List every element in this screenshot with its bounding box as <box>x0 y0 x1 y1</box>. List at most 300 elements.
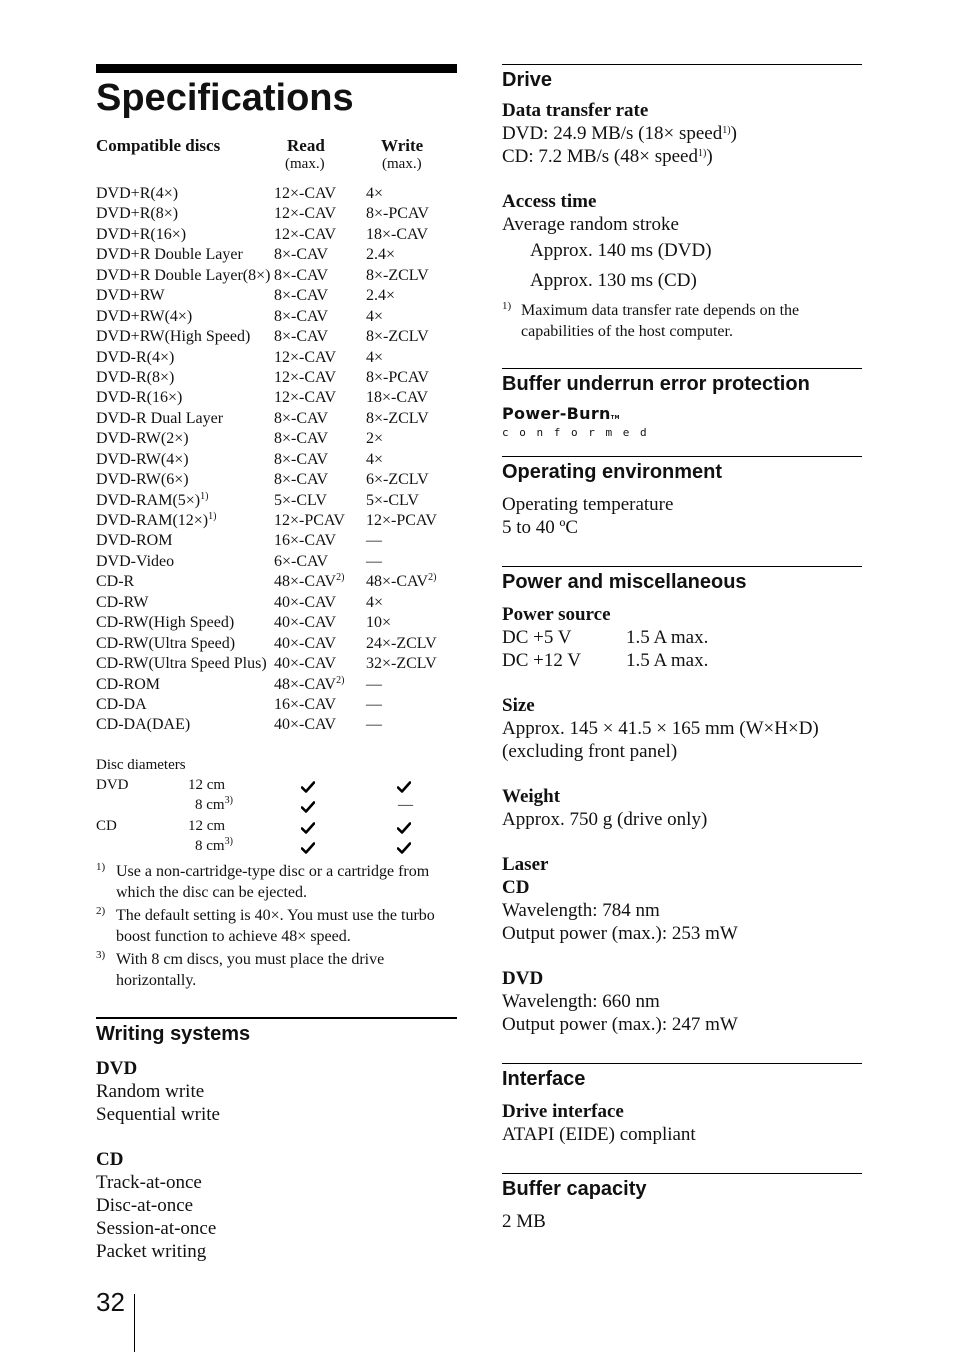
check-icon <box>397 779 411 791</box>
read-speed <box>274 184 336 204</box>
write-speed <box>366 225 428 245</box>
data-transfer-dvd: DVD: 24.9 MB/s (18× speed$^{1)}$) <box>502 123 737 144</box>
writing-dvd-label: DVD <box>96 1057 138 1079</box>
disc-name <box>96 245 243 265</box>
footnote-text: Maximum data transfer rate depends on the capabilities of the host computer. <box>521 302 800 340</box>
data-transfer-label: Data transfer rate <box>502 100 649 121</box>
disc-name <box>96 225 186 245</box>
write-speed <box>366 593 383 613</box>
read-speed <box>274 245 328 265</box>
read-speed <box>274 225 336 245</box>
disc-name-text: DVD+R(4×) <box>96 185 179 202</box>
write-speed <box>366 675 382 695</box>
table-row <box>96 816 457 837</box>
page-title: Specifications <box>96 77 354 119</box>
read-speed-text: 8×-CAV <box>274 328 329 346</box>
table-row <box>96 409 457 429</box>
drive-title: Drive <box>502 69 553 91</box>
disc-name-text: DVD+R Double Layer(8×) <box>96 266 271 284</box>
read-speed-text: 40×-CAV <box>274 614 337 632</box>
write-speed <box>366 204 429 224</box>
buffer-underrun-title: Buffer underrun error protection <box>502 373 810 395</box>
write-speed-text: — <box>366 716 382 734</box>
power-voltage: DC +5 V <box>502 627 572 648</box>
power-source-list <box>502 626 862 672</box>
disc-name-text: DVD+R Double Layer <box>96 246 243 264</box>
disc-name <box>96 511 216 531</box>
list-item: Disc-at-once <box>96 1194 194 1216</box>
power-misc-section <box>502 566 862 1036</box>
read-speed-text: 8×-CAV <box>274 307 329 325</box>
access-time-cd: Approx. 130 ms (CD) <box>530 270 697 291</box>
power-voltage: DC +12 V <box>502 650 581 671</box>
disc-name <box>96 409 223 429</box>
write-speed-text: 8×-PCAV <box>366 205 429 223</box>
table-row <box>96 245 457 265</box>
read-speed-text: 12×-CAV <box>274 205 337 223</box>
table-row <box>96 307 457 327</box>
left-column <box>96 64 457 1263</box>
write-speed <box>366 715 382 735</box>
write-speed <box>366 695 382 715</box>
write-speed <box>366 511 437 531</box>
write-speed-text: 2.4× <box>366 287 396 305</box>
footnote-mark: 1) <box>502 300 512 312</box>
writing-cd-list <box>96 1171 457 1263</box>
drive-section <box>502 64 862 342</box>
write-speed-text: 8×-ZCLV <box>366 328 429 346</box>
diameter-disc: DVD <box>96 776 129 793</box>
disc-name <box>96 184 178 204</box>
disc-name <box>96 572 134 592</box>
operating-temperature-label: Operating temperature <box>502 494 674 515</box>
disc-name <box>96 348 174 368</box>
read-speed <box>274 388 336 408</box>
write-speed-text: 4× <box>366 185 384 202</box>
power-source-row <box>502 626 862 649</box>
write-speed-text: 32×-ZCLV <box>366 655 437 673</box>
footnote-text: With 8 cm discs, you must place the drive horizontally. <box>116 950 385 989</box>
read-speed-text: 8×-CAV <box>274 430 329 448</box>
writing-systems-section <box>96 1017 457 1263</box>
table-row <box>96 348 457 368</box>
table-row <box>96 531 457 551</box>
disc-name <box>96 552 174 572</box>
diameter-size <box>195 836 233 857</box>
read-speed <box>274 715 336 735</box>
disc-name-text: DVD+RW <box>96 287 165 305</box>
diameter-size-text: 8 cm <box>195 838 225 855</box>
read-speed <box>274 368 336 388</box>
interface-section <box>502 1063 862 1146</box>
access-time-sub: Average random stroke <box>502 214 679 235</box>
superscript-ref: 2) <box>428 572 437 584</box>
disc-name <box>96 715 190 735</box>
power-current: 1.5 A max. <box>626 627 709 648</box>
write-speed <box>366 634 437 654</box>
write-speed <box>366 552 382 572</box>
read-speed <box>274 593 336 613</box>
write-speed <box>366 368 429 388</box>
operating-environment-section <box>502 456 862 539</box>
disc-name <box>96 266 270 286</box>
read-speed-text: 40×-CAV <box>274 655 337 673</box>
read-speed-text: 48×-CAV <box>274 675 337 693</box>
disc-name-text: DVD-RAM(12×) <box>96 512 209 529</box>
disc-name-text: CD-ROM <box>96 675 161 693</box>
disc-name-text: CD-DA <box>96 695 147 713</box>
table-row <box>96 429 457 449</box>
table-row <box>96 572 457 592</box>
table-row <box>96 511 457 531</box>
right-column <box>502 64 862 1233</box>
footnote <box>96 905 457 947</box>
write-speed-text: 12×-PCAV <box>366 512 437 529</box>
disc-name <box>96 531 172 551</box>
compat-col-discs: Compatible discs <box>96 136 221 155</box>
disc-name-text: DVD-R(4×) <box>96 348 175 366</box>
drive-interface-label: Drive interface <box>502 1101 624 1122</box>
table-row <box>96 204 457 224</box>
disc-name-text: CD-DA(DAE) <box>96 716 191 734</box>
power-burn-logo: Power-BurnTM c o n f o r m e d <box>502 405 862 445</box>
read-speed <box>274 531 336 551</box>
check-icon <box>397 840 411 852</box>
read-speed-text: 8×-CAV <box>274 471 329 489</box>
disc-name-text: DVD+RW(High Speed) <box>96 328 251 346</box>
weight-label: Weight <box>502 786 561 807</box>
power-source-label: Power source <box>502 604 611 625</box>
buffer-capacity-title: Buffer capacity <box>502 1178 647 1200</box>
disc-name <box>96 593 148 613</box>
diameter-size-text: 12 cm <box>188 776 226 793</box>
title-rule <box>96 64 457 73</box>
read-speed <box>274 286 328 306</box>
read-speed-text: 16×-CAV <box>274 532 337 550</box>
table-row <box>96 491 457 511</box>
read-speed-text: 8×-CAV <box>274 266 329 284</box>
disc-name-text: DVD+R(16×) <box>96 225 187 243</box>
write-speed <box>366 245 395 265</box>
read-speed <box>274 634 336 654</box>
read-speed-text: 12×-CAV <box>274 368 337 386</box>
table-row <box>96 593 457 613</box>
footnote <box>96 949 457 991</box>
write-speed <box>366 409 429 429</box>
list-item: Sequential write <box>96 1103 220 1125</box>
disc-name-text: DVD-R(8×) <box>96 368 175 386</box>
disc-name <box>96 307 192 327</box>
disc-name-text: DVD-ROM <box>96 532 173 550</box>
disc-name <box>96 388 182 408</box>
drive-interface-value: ATAPI (EIDE) compliant <box>502 1124 696 1145</box>
write-speed-text: 5×-CLV <box>366 491 419 509</box>
write-speed-text: 4× <box>366 307 384 325</box>
write-speed-text: 18×-CAV <box>366 389 429 407</box>
write-speed <box>366 286 395 306</box>
power-burn-logo-text: Power-Burn <box>502 404 611 423</box>
disc-name <box>96 368 174 388</box>
disc-name <box>96 429 189 449</box>
power-burn-logo-sub: c o n f o r m e d <box>502 426 649 439</box>
table-row <box>96 368 457 388</box>
disc-name-text: CD-RW(Ultra Speed) <box>96 634 236 652</box>
laser-cd-label: CD <box>502 877 530 898</box>
check-icon <box>301 840 315 852</box>
check-icon <box>301 820 315 832</box>
table-row <box>96 775 457 796</box>
list-item: Packet writing <box>96 1240 207 1262</box>
table-row <box>96 552 457 572</box>
superscript-ref: 3) <box>224 795 233 807</box>
write-speed-text: — <box>366 532 382 550</box>
superscript-ref: 1) <box>200 490 209 502</box>
compat-col-read-max: (max.) <box>285 156 325 172</box>
read-speed-text: 40×-CAV <box>274 716 337 734</box>
write-speed-text: 8×-ZCLV <box>366 266 429 284</box>
disc-name-text: DVD-R Dual Layer <box>96 409 224 427</box>
read-speed-text: 8×-CAV <box>274 287 329 305</box>
read-speed <box>274 470 328 490</box>
write-speed-text: 4× <box>366 348 384 366</box>
disc-name-text: DVD-RW(6×) <box>96 471 189 489</box>
superscript-ref: 1) <box>208 511 217 522</box>
check-icon <box>397 820 411 832</box>
read-speed <box>274 675 344 695</box>
disc-name-text: DVD-RAM(5×) <box>96 491 201 509</box>
access-time-label: Access time <box>502 191 597 212</box>
read-speed <box>274 613 336 633</box>
read-speed-text: 12×-PCAV <box>274 512 345 529</box>
writing-systems-title: Writing systems <box>96 1022 251 1045</box>
drive-footnote <box>502 300 862 342</box>
read-speed <box>274 572 344 592</box>
disc-name <box>96 286 165 306</box>
disc-name-text: CD-R <box>96 573 135 591</box>
disc-name-text: DVD-RW(2×) <box>96 430 189 448</box>
write-speed <box>366 613 391 633</box>
table-row <box>96 450 457 470</box>
size-value: Approx. 145 × 41.5 × 165 mm (W×H×D) <box>502 718 819 739</box>
table-row <box>96 613 457 633</box>
read-speed <box>274 266 328 286</box>
operating-temperature-value: 5 to 40 ºC <box>502 517 579 538</box>
diameter-size <box>188 775 225 796</box>
table-row <box>96 225 457 245</box>
read-speed-text: 12×-CAV <box>274 348 337 366</box>
page-number: 32 <box>96 1287 125 1317</box>
write-speed <box>366 388 428 408</box>
write-speed-text: 4× <box>366 593 384 611</box>
buffer-capacity-section <box>502 1173 862 1233</box>
list-item: Track-at-once <box>96 1171 202 1193</box>
check-icon <box>301 799 315 811</box>
disc-name <box>96 613 234 633</box>
disc-name <box>96 327 250 347</box>
laser-dvd-label: DVD <box>502 968 544 989</box>
read-speed-text: 12×-CAV <box>274 225 337 243</box>
write-speed <box>366 531 382 551</box>
table-row <box>96 388 457 408</box>
read-speed-text: 12×-CAV <box>274 389 337 407</box>
write-speed <box>366 184 383 204</box>
laser-cd-wavelength: Wavelength: 784 nm <box>502 900 660 921</box>
write-speed-text: — <box>366 675 382 693</box>
table-row <box>96 795 457 816</box>
table-row <box>96 675 457 695</box>
disc-name-text: DVD-RW(4×) <box>96 450 189 468</box>
compat-table-header <box>96 136 457 180</box>
write-speed-text: 10× <box>366 614 392 632</box>
read-speed-text: 5×-CLV <box>274 491 327 509</box>
disc-name <box>96 695 147 715</box>
power-misc-title: Power and miscellaneous <box>502 571 747 593</box>
footnote-mark: 2) <box>96 904 106 917</box>
write-speed <box>366 327 429 347</box>
disc-name <box>96 675 160 695</box>
footnotes <box>96 861 457 991</box>
write-speed <box>366 307 383 327</box>
read-speed <box>274 511 345 531</box>
write-speed <box>366 348 383 368</box>
write-speed <box>366 491 419 511</box>
diameter-size-text: 12 cm <box>188 817 226 834</box>
write-speed-text: 6×-ZCLV <box>366 471 429 489</box>
disc-diameters-title: Disc diameters <box>96 756 186 773</box>
table-row <box>96 266 457 286</box>
disc-name-text: CD-RW(High Speed) <box>96 614 235 632</box>
disc-name-text: CD-RW <box>96 593 149 611</box>
write-speed <box>366 429 383 449</box>
read-speed <box>274 429 328 449</box>
weight-value: Approx. 750 g (drive only) <box>502 809 708 830</box>
read-speed <box>274 552 328 572</box>
superscript-ref: 2) <box>336 674 345 686</box>
superscript-ref: 2) <box>336 572 345 584</box>
write-speed-text: 2.4× <box>366 246 396 264</box>
compat-col-write: Write <box>381 136 424 155</box>
write-speed-text: 18×-CAV <box>366 225 429 243</box>
access-time-dvd: Approx. 140 ms (DVD) <box>530 240 712 261</box>
read-speed <box>274 204 336 224</box>
write-speed-text: 48×-CAV <box>366 573 429 591</box>
size-label: Size <box>502 695 535 716</box>
read-speed <box>274 307 328 327</box>
read-speed <box>274 450 328 470</box>
write-speed-text: 8×-ZCLV <box>366 409 429 427</box>
laser-cd-power: Output power (max.): 253 mW <box>502 923 738 944</box>
disc-diameters-table <box>96 775 457 857</box>
check-icon <box>301 779 315 791</box>
read-speed-text: 40×-CAV <box>274 634 337 652</box>
footnote-mark: 1) <box>96 860 106 873</box>
read-speed-text: 8×-CAV <box>274 450 329 468</box>
read-speed <box>274 348 336 368</box>
buffer-capacity-value: 2 MB <box>502 1211 546 1232</box>
read-speed-text: 12×-CAV <box>274 185 337 202</box>
compat-col-read: Read <box>287 136 325 155</box>
disc-name <box>96 204 178 224</box>
read-speed-text: 8×-CAV <box>274 246 329 264</box>
power-source-row <box>502 649 862 672</box>
write-speed <box>366 572 436 592</box>
list-item: Random write <box>96 1080 205 1102</box>
table-row <box>96 286 457 306</box>
list-item: Session-at-once <box>96 1217 217 1239</box>
footnote-mark: 3) <box>96 948 106 961</box>
laser-dvd-wavelength: Wavelength: 660 nm <box>502 991 660 1012</box>
disc-name-text: DVD-Video <box>96 552 175 570</box>
table-row <box>96 470 457 490</box>
compat-table <box>96 184 457 736</box>
write-speed <box>366 654 437 674</box>
power-current: 1.5 A max. <box>626 650 709 671</box>
disc-name-text: DVD+RW(4×) <box>96 307 193 325</box>
diameter-size-text: 8 cm <box>195 797 225 814</box>
size-note: (excluding front panel) <box>502 741 678 762</box>
read-speed <box>274 409 328 429</box>
page-number-rule <box>134 1294 135 1352</box>
write-speed-text: 24×-ZCLV <box>366 634 437 652</box>
laser-dvd-power: Output power (max.): 247 mW <box>502 1014 738 1035</box>
diameter-size <box>188 816 225 837</box>
read-speed-text: 6×-CAV <box>274 552 329 570</box>
laser-label: Laser <box>502 854 549 875</box>
footnote <box>96 861 457 903</box>
write-speed-text: 4× <box>366 450 384 468</box>
compat-col-write-max: (max.) <box>382 156 422 172</box>
table-row <box>96 327 457 347</box>
disc-name <box>96 491 208 511</box>
table-row <box>96 695 457 715</box>
writing-cd-label: CD <box>96 1148 124 1170</box>
interface-title: Interface <box>502 1068 586 1090</box>
superscript-ref: 3) <box>224 836 233 848</box>
table-row <box>96 184 457 204</box>
read-speed-text: 40×-CAV <box>274 593 337 611</box>
table-row <box>96 654 457 674</box>
write-speed-text: 2× <box>366 430 384 448</box>
read-speed-text: 16×-CAV <box>274 695 337 713</box>
write-speed-text: — <box>366 695 382 713</box>
disc-name <box>96 654 267 674</box>
write-speed-text: — <box>366 552 382 570</box>
disc-name <box>96 450 189 470</box>
operating-environment-title: Operating environment <box>502 461 723 483</box>
read-speed <box>274 491 327 511</box>
write-speed-text: 8×-PCAV <box>366 368 429 386</box>
diameter-write: — <box>398 797 413 814</box>
write-speed <box>366 470 429 490</box>
buffer-underrun-section <box>502 368 862 445</box>
disc-name-text: DVD-R(16×) <box>96 389 183 407</box>
read-speed-text: 48×-CAV <box>274 573 337 591</box>
disc-name <box>96 634 235 654</box>
read-speed <box>274 695 336 715</box>
footnote-text: The default setting is 40×. You must use the turbo boost function to achieve 48× speed. <box>116 906 435 945</box>
data-transfer-cd: CD: 7.2 MB/s (48× speed$^{1)}$) <box>502 146 713 167</box>
writing-dvd-list <box>96 1080 457 1126</box>
table-row <box>96 715 457 735</box>
disc-name-text: CD-RW(Ultra Speed Plus) <box>96 655 267 673</box>
table-row <box>96 634 457 654</box>
disc-name-text: DVD+R(8×) <box>96 205 179 223</box>
write-speed <box>366 266 429 286</box>
table-row <box>96 836 457 857</box>
diameter-size <box>195 795 233 816</box>
write-speed <box>366 450 383 470</box>
read-speed <box>274 654 336 674</box>
